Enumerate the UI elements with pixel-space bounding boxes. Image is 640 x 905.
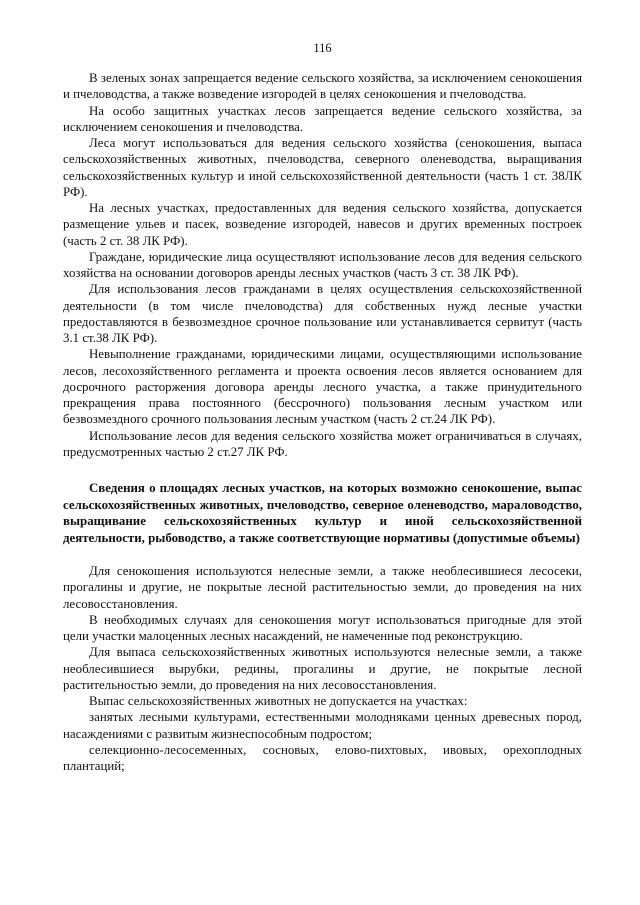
paragraph: занятых лесными культурами, естественными молодняками ценных древесных пород, насаждениями с развитым жизнеспособным подростом; <box>63 710 582 741</box>
paragraph: На особо защитных участках лесов запрещается ведение сельского хозяйства, за исключением сенокошения и пчеловодства. <box>63 103 582 134</box>
paragraph: В зеленых зонах запрещается ведение сельского хозяйства, за исключением сенокошения и пчеловодства, а также возведение изгородей в целях сенокошения и пчеловодства. <box>63 71 582 102</box>
page-number: 116 <box>313 41 332 55</box>
land-use-text-section <box>63 563 582 774</box>
regulation-text-section <box>63 70 582 460</box>
paragraph: Граждане, юридические лица осуществляют использование лесов для ведения сельского хозяйства на основании договоров аренды лесных участков (часть 3 ст. 38 ЛК РФ). <box>63 249 582 280</box>
paragraph: Выпас сельскохозяйственных животных не допускается на участках: <box>89 694 468 708</box>
paragraph: В необходимых случаях для сенокошения могут использоваться пригодные для этой цели участки малоценных лесных насаждений, не намеченные под реконструкцию. <box>63 612 582 643</box>
paragraph: Использование лесов для ведения сельского хозяйства может ограничиваться в случаях, предусмотренных частью 2 ст.27 ЛК РФ. <box>63 428 582 459</box>
paragraph: Леса могут использоваться для ведения сельского хозяйства (сенокошения, выпаса сельскохозяйственных животных, пчеловодства, северного оленеводства, выращивания сельскохозяйственных культур и иной сельскохозяйственной деятельности (часть 1 ст. 38ЛК РФ). <box>63 136 582 199</box>
paragraph: селекционно-лесосеменных, сосновых, елово-пихтовых, ивовых, орехоплодных плантаций; <box>63 742 582 773</box>
paragraph: На лесных участках, предоставленных для ведения сельского хозяйства, допускается размещение ульев и пасек, возведение изгородей, навесов и других временных построек (часть 2 ст. 38 ЛК РФ). <box>63 201 582 248</box>
section-heading: Сведения о площадях лесных участков, на которых возможно сенокошение, выпас сельскохозяйственных животных, пчеловодство, северное оленеводство, мараловодство, выращивание сельскохозяйственных культур и иной сельскохозяйственной деятельности, рыбоводство, а также соответствующие нормативы (допустимые объемы) <box>63 481 582 545</box>
paragraph: Для использования лесов гражданами в целях осуществления сельскохозяйственной деятельности (в том числе пчеловодства) для собственных нужд лесные участки предоставляются в безвозмездное срочное пользование или устанавливается сервитут (часть 3.1 ст.38 ЛК РФ). <box>63 282 582 345</box>
document-page <box>63 40 582 774</box>
paragraph: Невыполнение гражданами, юридическими лицами, осуществляющими использование лесов, лесохозяйственного регламента и проекта освоения лесов является основанием для досрочного расторжения договора аренды лесного участка, а также принудительного прекращения права постоянного (бессрочного) пользования лесным участком или безвозмездного срочного пользования лесным участком (часть 2 ст.24 ЛК РФ). <box>63 347 582 427</box>
paragraph: Для сенокошения используются нелесные земли, а также необлесившиеся лесосеки, прогалины и другие, не покрытые лесной растительностью земли, до проведения на них лесовосстановления. <box>63 564 582 611</box>
paragraph: Для выпаса сельскохозяйственных животных используются нелесные земли, а также необлесившиеся вырубки, редины, прогалины и другие, не покрытые лесной растительностью земли, до проведения на них лесовосстановления. <box>63 645 582 692</box>
